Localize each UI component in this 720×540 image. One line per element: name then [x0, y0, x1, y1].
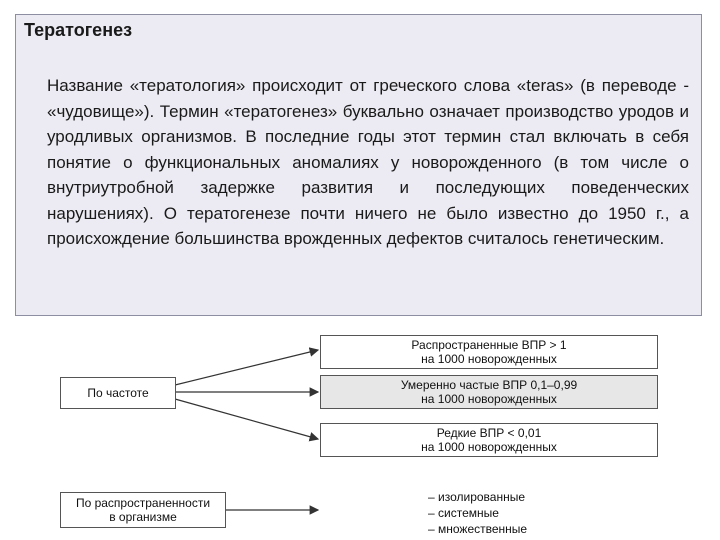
- moderate-defects-box: [320, 375, 658, 409]
- rare-defects-line2: на 1000 новорожденных: [421, 440, 557, 454]
- prevalence-item-multiple: – множественные: [428, 522, 528, 536]
- prevalence-item-systemic: – системные: [428, 506, 499, 520]
- arrow-to-rare: [175, 399, 318, 439]
- definition-paragraph: Название «тератология» происходит от греческого слова «teras» (в переводе - «чудовище»). Термин «тератогенез» буквально означает производство уродов и уродливых организмов. В последние годы этот термин стал включать в себя понятие о функциональных аномалиях у новорожденного (в том числе о внутриутробной задержке развития и последующих поведенческих нарушениях). О тератогенезе почти ничего не было известно до 1950 г., а происхождение большинства врожденных дефектов считалось генетическим.: [47, 76, 689, 248]
- prevalence-label-line1: По распространенности: [75, 496, 211, 510]
- prevalence-list: [428, 489, 527, 537]
- moderate-defects-line1: Умеренно частые ВПР 0,1–0,99: [400, 378, 578, 392]
- frequency-box: [60, 377, 176, 409]
- rare-defects-line1: Редкие ВПР < 0,01: [436, 426, 542, 440]
- slide-title: Тератогенез: [24, 20, 133, 40]
- prevalence-item-isolated: – изолированные: [428, 490, 526, 504]
- prevalence-label-line2: в организме: [109, 510, 177, 524]
- arrow-to-common: [175, 350, 318, 385]
- prevalence-box: [60, 492, 226, 528]
- common-defects-line2: на 1000 новорожденных: [421, 352, 557, 366]
- moderate-defects-line2: на 1000 новорожденных: [421, 392, 557, 406]
- common-defects-box: [320, 335, 658, 369]
- frequency-label: По частоте: [87, 386, 149, 400]
- common-defects-line1: Распространенные ВПР > 1: [411, 338, 567, 352]
- rare-defects-box: [320, 423, 658, 457]
